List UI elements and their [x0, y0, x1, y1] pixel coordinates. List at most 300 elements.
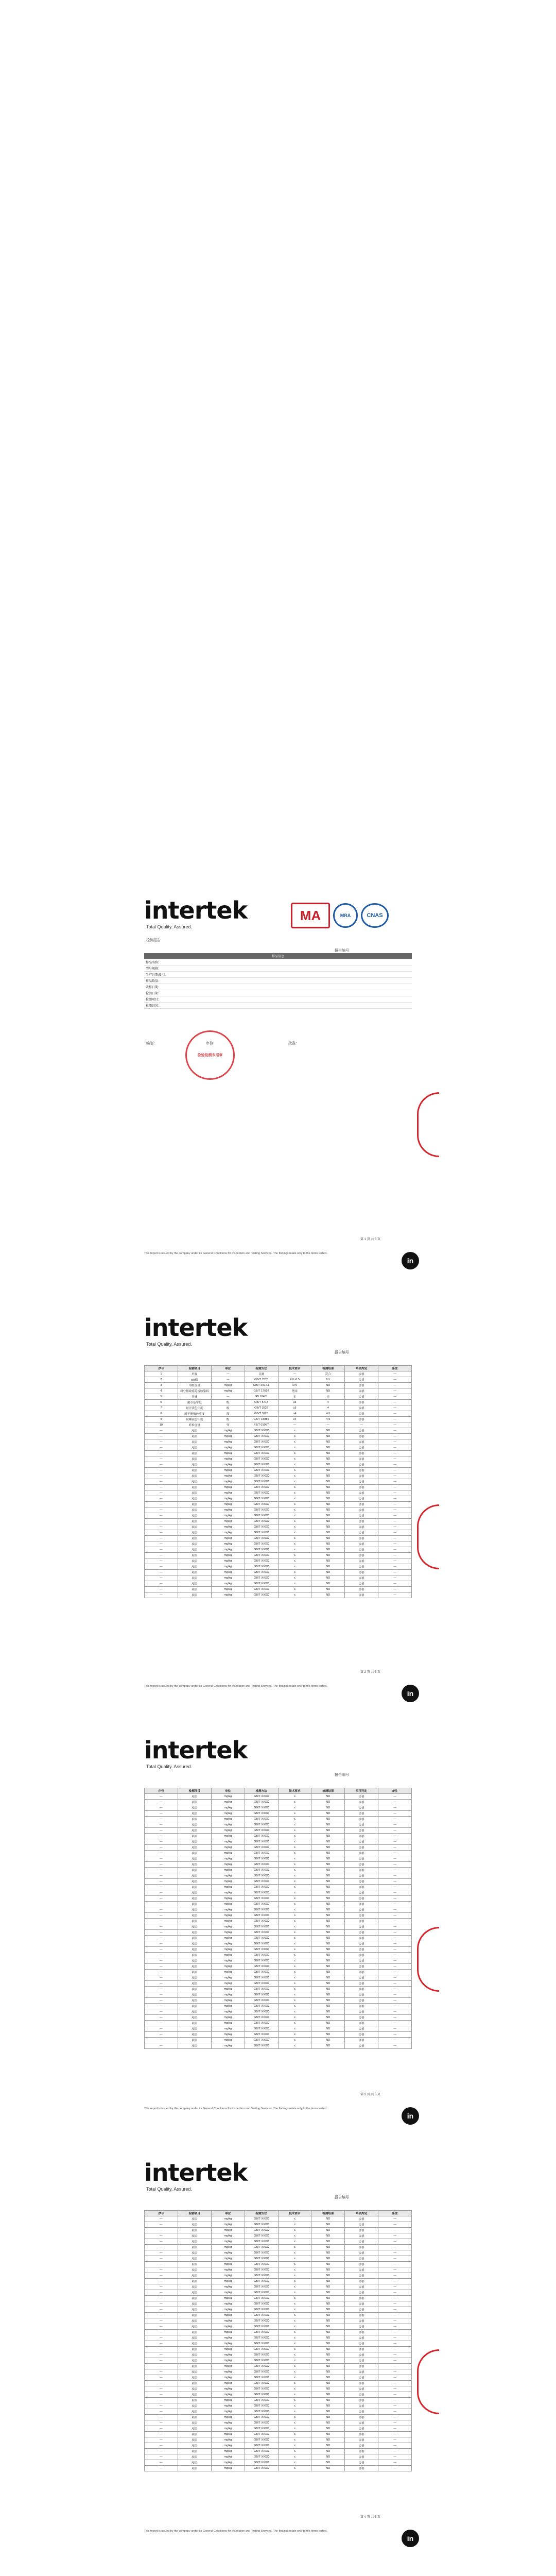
table-cell: 项目	[178, 1992, 211, 1998]
table-cell: —	[145, 2245, 178, 2250]
table-row	[145, 1462, 412, 1468]
table-cell: mg/kg	[211, 2032, 245, 2038]
table-cell: 项目	[178, 1862, 211, 1868]
table-cell: 合格	[345, 1456, 378, 1462]
table-cell: 合格	[345, 1868, 378, 1873]
table-cell: ≤	[278, 2216, 311, 2222]
table-row	[145, 1924, 412, 1930]
table-cell: —	[378, 1570, 412, 1575]
table-cell: 合格	[345, 1524, 378, 1530]
table-row	[145, 2449, 412, 2454]
table-cell: 合格	[345, 1411, 378, 1417]
table-row	[145, 1411, 412, 1417]
table-cell: ≤	[278, 1817, 311, 1822]
table-cell: GB/T XXXX	[245, 1930, 278, 1936]
table-cell: 合格	[345, 2432, 378, 2437]
table-cell: 合格	[345, 2449, 378, 2454]
table-cell: ND	[311, 2021, 345, 2026]
table-cell: —	[378, 2026, 412, 2032]
table-cell: —	[378, 2443, 412, 2449]
table-cell: —	[145, 2330, 178, 2335]
table-cell: 合格	[345, 2307, 378, 2313]
column-header: 检测结果	[311, 1366, 345, 1371]
table-cell: —	[145, 1592, 178, 1598]
table-cell: ND	[311, 1958, 345, 1964]
table-row	[145, 1987, 412, 1992]
table-cell: 合格	[345, 2228, 378, 2233]
table-cell: mg/kg	[211, 1879, 245, 1885]
table-cell: 项目	[178, 1913, 211, 1919]
table-cell: mg/kg	[211, 1524, 245, 1530]
table-cell: 合格	[345, 1507, 378, 1513]
table-cell: —	[145, 1428, 178, 1434]
table-cell: —	[378, 2420, 412, 2426]
table-cell: ND	[311, 1468, 345, 1473]
table-cell: GB/T XXXX	[245, 1839, 278, 1845]
table-row	[145, 2256, 412, 2262]
table-cell: mg/kg	[211, 2296, 245, 2301]
table-cell: —	[378, 1992, 412, 1998]
table-cell: GB/T XXXX	[245, 2301, 278, 2307]
table-cell: mg/kg	[211, 1828, 245, 1834]
table-cell: —	[145, 1502, 178, 1507]
table-cell: GB/T XXXX	[245, 2284, 278, 2290]
table-cell: 项目	[178, 1502, 211, 1507]
table-cell: 项目	[178, 1485, 211, 1490]
table-cell: —	[145, 1856, 178, 1862]
column-header: 检测项目	[178, 1788, 211, 1794]
table-cell: mg/kg	[211, 2415, 245, 2420]
table-cell: —	[378, 1794, 412, 1800]
table-cell: 项目	[178, 1896, 211, 1902]
table-cell: GB/T XXXX	[245, 1553, 278, 1558]
column-header: 单项判定	[345, 1366, 378, 1371]
column-header: 检测方法	[245, 1788, 278, 1794]
table-cell: mg/kg	[211, 2318, 245, 2324]
table-cell: —	[378, 1828, 412, 1834]
table-cell: ND	[311, 1873, 345, 1879]
table-cell: ≤	[278, 1992, 311, 1998]
table-cell: ND	[311, 2256, 345, 2262]
table-cell: —	[378, 1800, 412, 1805]
table-row	[145, 1456, 412, 1462]
table-cell: ND	[311, 1851, 345, 1856]
table-cell: ≤	[278, 2324, 311, 2330]
table-cell: 5	[145, 1394, 178, 1400]
table-cell: GB/T XXXX	[245, 1434, 278, 1439]
table-cell: mg/kg	[211, 1428, 245, 1434]
table-cell: ND	[311, 2454, 345, 2460]
table-cell: ≤	[278, 2432, 311, 2437]
table-cell: 合格	[345, 2038, 378, 2043]
table-cell: ND	[311, 2409, 345, 2415]
table-cell: 项目	[178, 1558, 211, 1564]
table-cell: —	[378, 1592, 412, 1598]
table-cell: 项目	[178, 1805, 211, 1811]
table-cell: ≤	[278, 1868, 311, 1873]
certification-logos	[291, 903, 389, 928]
table-cell: 项目	[178, 2307, 211, 2313]
table-cell: ND	[311, 1930, 345, 1936]
table-cell: ≤	[278, 1530, 311, 1536]
table-row	[145, 1936, 412, 1941]
table-row	[145, 1592, 412, 1598]
column-header: 序号	[145, 1366, 178, 1371]
table-cell: GB/T XXXX	[245, 1845, 278, 1851]
table-cell: 项目	[178, 1811, 211, 1817]
table-cell: —	[145, 2437, 178, 2443]
table-row	[145, 2250, 412, 2256]
table-cell: 合格	[345, 1851, 378, 1856]
table-cell: ND	[311, 1941, 345, 1947]
table-cell: ≤	[278, 1445, 311, 1451]
table-cell: ND	[311, 1541, 345, 1547]
table-cell: 项目	[178, 1541, 211, 1547]
table-cell: ND	[311, 1800, 345, 1805]
table-cell: GB/T XXXX	[245, 1924, 278, 1930]
table-cell: GB/T XXXX	[245, 1834, 278, 1839]
table-cell: —	[378, 2352, 412, 2358]
table-cell: 合格	[345, 2415, 378, 2420]
table-cell: mg/kg	[211, 1451, 245, 1456]
report-page-1	[0, 876, 556, 1298]
table-cell: ND	[311, 1530, 345, 1536]
table-cell: 合格	[345, 2245, 378, 2250]
table-row	[145, 1451, 412, 1456]
table-cell: GB/T XXXX	[245, 1919, 278, 1924]
table-cell: 项目	[178, 1434, 211, 1439]
table-cell: 合格	[345, 1553, 378, 1558]
table-cell: ≤	[278, 2043, 311, 2049]
report-number: 报告编号	[335, 1351, 349, 1354]
table-cell: 项目	[178, 1581, 211, 1587]
table-cell: mg/kg	[211, 1919, 245, 1924]
table-cell: GB/T XXXX	[245, 2409, 278, 2415]
table-cell: 合格	[345, 1896, 378, 1902]
sign-compiled: 编制：	[146, 1042, 157, 1045]
table-cell: ≤	[278, 1953, 311, 1958]
table-cell: ND	[311, 2466, 345, 2471]
table-cell: ≤	[278, 2392, 311, 2398]
table-cell: ≤	[278, 2026, 311, 2032]
table-row	[145, 1513, 412, 1519]
table-cell: —	[378, 2228, 412, 2233]
table-cell: ≤	[278, 1456, 311, 1462]
table-cell: —	[378, 1456, 412, 1462]
column-header: 备注	[378, 1366, 412, 1371]
table-cell: GB/T XXXX	[245, 2415, 278, 2420]
table-cell: ≤	[278, 2415, 311, 2420]
table-cell: ≤	[278, 1839, 311, 1845]
table-cell: 合格	[345, 2284, 378, 2290]
column-header: 技术要求	[278, 1788, 311, 1794]
report-number: 报告编号	[335, 2196, 349, 2199]
table-cell: —	[145, 1947, 178, 1953]
table-cell: 项目	[178, 2043, 211, 2049]
table-cell: 合格	[345, 1564, 378, 1570]
table-cell: 项目	[178, 1839, 211, 1845]
table-cell: 合格	[345, 1975, 378, 1981]
table-cell: ≤	[278, 2330, 311, 2335]
table-cell: —	[145, 1519, 178, 1524]
table-cell: 10	[145, 1422, 178, 1428]
table-cell: ≤	[278, 1519, 311, 1524]
table-cell: 项目	[178, 2222, 211, 2228]
official-seal: 检验检测专用章	[185, 1030, 235, 1080]
table-cell: 项目	[178, 1851, 211, 1856]
table-cell: 合格	[345, 1417, 378, 1422]
table-cell: GB/T XXXX	[245, 1907, 278, 1913]
table-cell: mg/kg	[211, 1811, 245, 1817]
table-cell: —	[378, 2307, 412, 2313]
table-cell: —	[145, 2004, 178, 2009]
table-cell: ≤	[278, 1936, 311, 1941]
table-cell: 4	[311, 1400, 345, 1405]
table-cell: —	[145, 2392, 178, 2398]
table-cell: GB/T XXXX	[245, 2296, 278, 2301]
table-cell: 合格	[345, 2233, 378, 2239]
table-cell: 项目	[178, 2021, 211, 2026]
table-cell: GB/T XXXX	[245, 1575, 278, 1581]
table-cell: GB/T XXXX	[245, 2403, 278, 2409]
table-cell: mg/kg	[211, 1992, 245, 1998]
table-cell: ≤	[278, 1970, 311, 1975]
table-cell: mg/kg	[211, 1981, 245, 1987]
table-cell: 项目	[178, 2250, 211, 2256]
table-row	[145, 1964, 412, 1970]
info-header: 样品信息	[144, 953, 412, 959]
table-cell: ≤	[278, 1558, 311, 1564]
table-cell: ND	[311, 2375, 345, 2381]
table-cell: 无	[278, 1394, 311, 1400]
table-cell: 外观	[178, 1371, 211, 1377]
table-cell: mg/kg	[211, 2386, 245, 2392]
table-cell: ≤	[278, 1930, 311, 1936]
report-page-2	[0, 1309, 556, 1731]
table-cell: 项目	[178, 2290, 211, 2296]
table-cell: ≤	[278, 1981, 311, 1987]
table-cell: —	[145, 2415, 178, 2420]
table-cell: 项目	[178, 2032, 211, 2038]
table-row	[145, 1913, 412, 1919]
table-cell: 合格	[345, 2324, 378, 2330]
table-cell: ND	[311, 1834, 345, 1839]
table-cell: mg/kg	[211, 2449, 245, 2454]
table-cell: ND	[311, 2301, 345, 2307]
table-cell: mg/kg	[211, 2015, 245, 2021]
table-cell: 合格	[345, 1587, 378, 1592]
table-cell: ≤	[278, 2279, 311, 2284]
table-cell: ND	[311, 2228, 345, 2233]
table-cell: —	[378, 2004, 412, 2009]
table-cell: mg/kg	[211, 1987, 245, 1992]
table-cell: 合格	[345, 1485, 378, 1490]
table-cell: ≤	[278, 2267, 311, 2273]
table-cell: —	[145, 1845, 178, 1851]
table-cell: —	[145, 2449, 178, 2454]
table-row	[145, 2375, 412, 2381]
tagline: Total Quality. Assured.	[146, 924, 192, 929]
table-cell: GB/T XXXX	[245, 2015, 278, 2021]
table-cell: mg/kg	[211, 2250, 245, 2256]
table-cell: 合格	[345, 1388, 378, 1394]
table-cell: —	[378, 2324, 412, 2330]
table-cell: GB/T XXXX	[245, 1536, 278, 1541]
table-cell: 合格	[345, 2347, 378, 2352]
results-table	[144, 1365, 412, 1598]
table-cell: mg/kg	[211, 1856, 245, 1862]
table-cell: ≤	[278, 1845, 311, 1851]
table-cell: GB/T XXXX	[245, 1456, 278, 1462]
table-cell: GB/T 18886	[245, 1417, 278, 1422]
table-cell: GB/T XXXX	[245, 2386, 278, 2392]
table-cell: —	[145, 2341, 178, 2347]
table-cell: 合格	[345, 2290, 378, 2296]
table-cell: GB/T XXXX	[245, 2026, 278, 2032]
table-cell: GB/T XXXX	[245, 2216, 278, 2222]
table-cell: mg/kg	[211, 2233, 245, 2239]
table-cell: —	[378, 1388, 412, 1394]
table-cell: ND	[311, 1558, 345, 1564]
table-row	[145, 1536, 412, 1541]
table-cell: —	[378, 2375, 412, 2381]
table-cell: mg/kg	[211, 1896, 245, 1902]
table-cell: GB/T XXXX	[245, 2460, 278, 2466]
table-cell: ≤	[278, 1879, 311, 1885]
table-cell: mg/kg	[211, 2432, 245, 2437]
table-cell: —	[145, 1811, 178, 1817]
table-cell: mg/kg	[211, 1502, 245, 1507]
table-cell: ND	[311, 2324, 345, 2330]
table-cell: 合格	[345, 2262, 378, 2267]
table-cell: —	[145, 1924, 178, 1930]
table-cell: ND	[311, 2026, 345, 2032]
table-cell: ≤	[278, 2409, 311, 2415]
table-cell: ≤	[278, 1913, 311, 1919]
table-cell: 项目	[178, 1975, 211, 1981]
table-cell: 项目	[178, 2364, 211, 2369]
table-cell: —	[378, 2301, 412, 2307]
table-cell: —	[378, 2347, 412, 2352]
table-cell: GB/T XXXX	[245, 1490, 278, 1496]
table-cell: mg/kg	[211, 1564, 245, 1570]
table-row	[145, 1507, 412, 1513]
table-cell: ≤	[278, 1822, 311, 1828]
table-cell: —	[378, 1524, 412, 1530]
table-cell: —	[378, 2466, 412, 2471]
table-cell: 项目	[178, 2228, 211, 2233]
table-cell: 合格	[345, 2301, 378, 2307]
table-cell: 纤维含量	[178, 1422, 211, 1428]
table-cell: GB/T XXXX	[245, 1822, 278, 1828]
table-row	[145, 2245, 412, 2250]
table-cell: GB/T XXXX	[245, 2437, 278, 2443]
table-cell: ND	[311, 2449, 345, 2454]
table-cell: ≤	[278, 2021, 311, 2026]
table-cell: GB/T XXXX	[245, 2239, 278, 2245]
table-row	[145, 1405, 412, 1411]
table-cell: ≤	[278, 1536, 311, 1541]
table-cell: 合格	[345, 1377, 378, 1383]
table-cell: —	[378, 1564, 412, 1570]
table-cell: —	[145, 2454, 178, 2460]
table-cell: GB/T XXXX	[245, 1445, 278, 1451]
table-cell: —	[378, 2358, 412, 2364]
table-cell: 4.0~8.5	[278, 1377, 311, 1383]
table-row	[145, 1879, 412, 1885]
table-cell: —	[378, 1439, 412, 1445]
table-cell: ≤	[278, 1507, 311, 1513]
table-cell: —	[145, 2222, 178, 2228]
table-cell: ND	[311, 1975, 345, 1981]
table-cell: —	[378, 1507, 412, 1513]
table-cell: mg/kg	[211, 2381, 245, 2386]
page-number: 第 4 页 共 5 页	[360, 2516, 381, 2519]
table-cell: 项目	[178, 2284, 211, 2290]
table-cell: GB/T XXXX	[245, 2043, 278, 2049]
table-cell: —	[378, 1953, 412, 1958]
table-cell: 项目	[178, 2296, 211, 2301]
table-cell: 项目	[178, 1924, 211, 1930]
table-cell: —	[378, 2279, 412, 2284]
table-cell: 耐汗渍色牢度	[178, 1405, 211, 1411]
column-header: 单位	[211, 1366, 245, 1371]
table-cell: GB/T XXXX	[245, 1439, 278, 1445]
table-cell: mg/kg	[211, 1975, 245, 1981]
table-row	[145, 1479, 412, 1485]
table-row	[145, 1811, 412, 1817]
table-cell: —	[145, 1451, 178, 1456]
table-cell: 8	[145, 1411, 178, 1417]
table-cell: ≤	[278, 1885, 311, 1890]
table-cell: ≤	[278, 1581, 311, 1587]
report-title: 检测报告	[146, 939, 161, 942]
column-header: 单位	[211, 2211, 245, 2216]
in-badge: in	[402, 1685, 419, 1702]
table-cell: ND	[311, 1451, 345, 1456]
sign-reviewed: 审核：	[206, 1042, 217, 1045]
table-cell: mg/kg	[211, 1902, 245, 1907]
report-page-4	[0, 2154, 556, 2576]
table-cell: ND	[311, 1947, 345, 1953]
table-cell: mg/kg	[211, 1800, 245, 1805]
table-cell: 合格	[345, 1913, 378, 1919]
table-cell: mg/kg	[211, 2330, 245, 2335]
table-row	[145, 2026, 412, 2032]
table-cell: mg/kg	[211, 2369, 245, 2375]
table-cell: —	[378, 2409, 412, 2415]
table-cell: —	[378, 1587, 412, 1592]
table-cell: —	[145, 1817, 178, 1822]
table-cell: GB/T XXXX	[245, 1507, 278, 1513]
table-cell: GB/T XXXX	[245, 1513, 278, 1519]
table-cell: GB/T XXXX	[245, 2318, 278, 2324]
table-cell: —	[378, 1371, 412, 1377]
table-cell: ND	[311, 1462, 345, 1468]
table-cell: 合格	[345, 2403, 378, 2409]
table-cell: 合格	[345, 2043, 378, 2049]
table-cell: —	[378, 2381, 412, 2386]
table-cell: 项目	[178, 1507, 211, 1513]
table-cell: —	[145, 1998, 178, 2004]
table-cell: GB/T XXXX	[245, 1805, 278, 1811]
table-cell: mg/kg	[211, 1890, 245, 1896]
table-cell: —	[145, 1987, 178, 1992]
table-cell: 项目	[178, 2256, 211, 2262]
table-cell: 无	[311, 1394, 345, 1400]
table-cell: —	[145, 1462, 178, 1468]
table-cell: 项目	[178, 1919, 211, 1924]
